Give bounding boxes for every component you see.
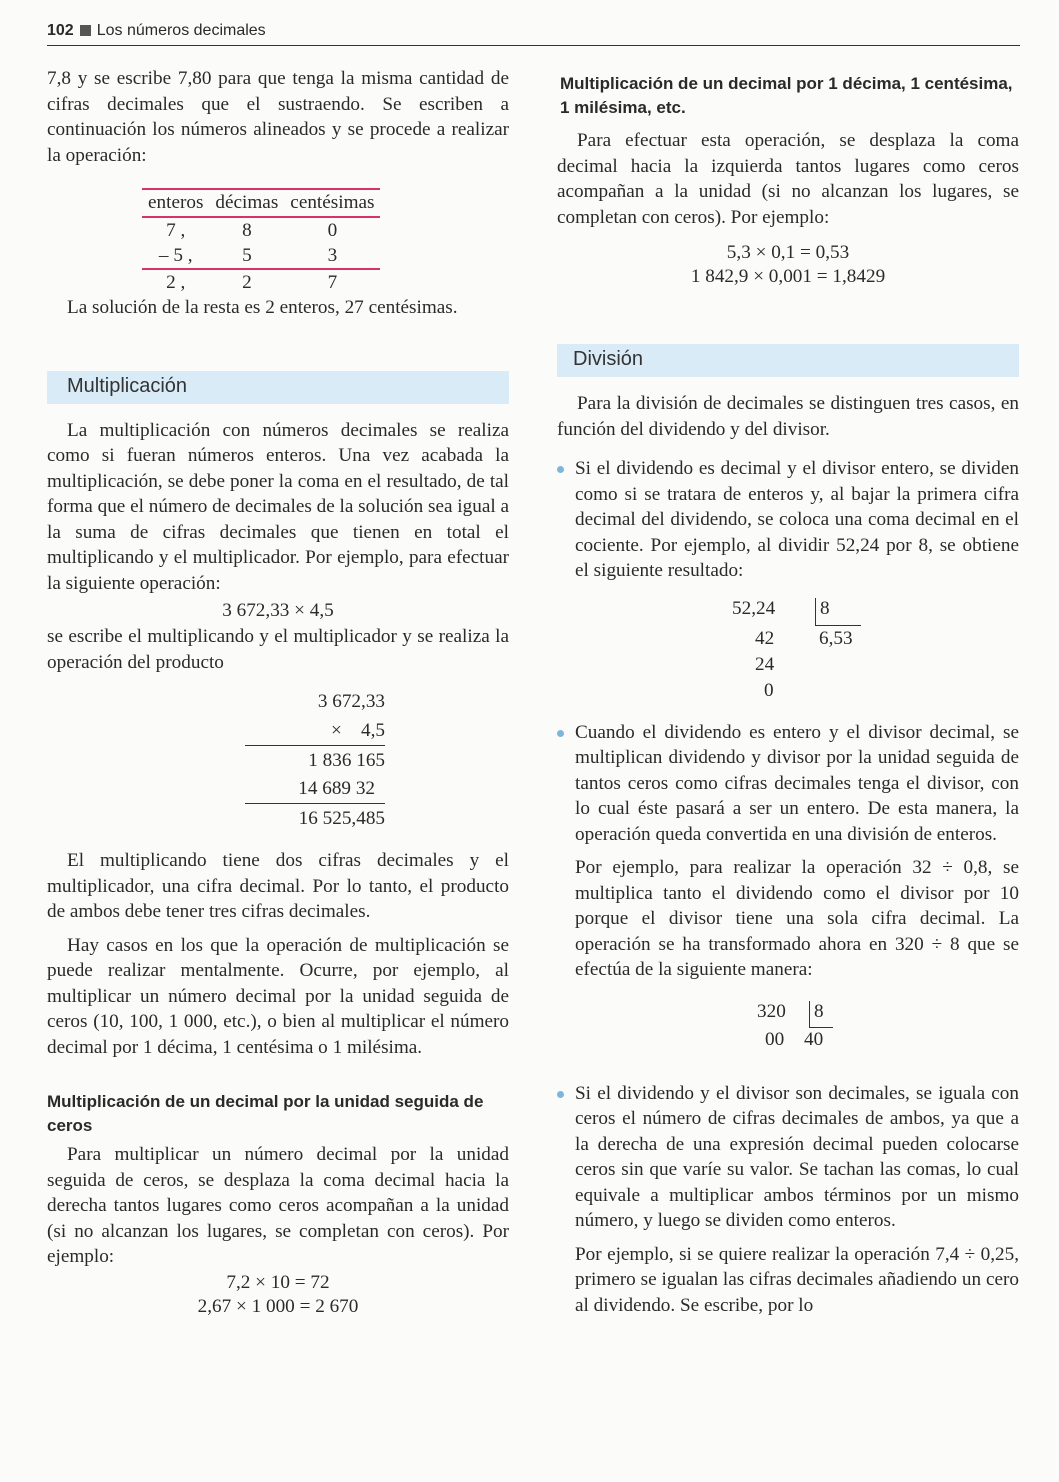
division-example-1 (557, 592, 1019, 712)
cell: 0 (327, 219, 338, 241)
division-rule (809, 1027, 833, 1028)
remainder-2: 24 (755, 653, 775, 675)
quotient: 6,53 (819, 627, 853, 649)
mult-paragraph-1: La multiplicación con números decimales se realiza como si fueran números enteros. Una vez acabada la multiplicación, se debe poner la coma en el resultado, de tal forma que el número de decimales de la solución sea igual a la suma de cifras decimales que tienen en total el multiplicando y el multiplicador. Por ejemplo, para efectuar la siguiente operación: (47, 419, 509, 594)
bullet-case-1: Si el dividendo es decimal y el divisor entero, se dividen como si se tratara de enteros y, al bajar la primera cifra decimal del dividendo, se coloca una coma decimal en el cociente. Por ejemplo, al dividir 52,24 por 8, se obtiene el siguiente resultado: (557, 456, 1019, 584)
case-2-example: Por ejemplo, para realizar la operación 32 ÷ 0,8, se multiplica tanto el dividendo como el divisor por 10 porque el divisor tiene una sola cifra decimal. La operación se ha transformado ahora en 320 ÷ 8 que se efectúa de la siguiente manera: (575, 857, 1019, 980)
section-title-multiplicacion: Multiplicación (47, 371, 509, 404)
unidad-ceros-paragraph: Para multiplicar un número decimal por la unidad seguida de ceros, se desplaza la coma decimal hacia la derecha tantos lugares como ceros acompañan a la unidad (si no alcanzan los lugares, se completan con ceros). Por ejemplo: (47, 1144, 509, 1267)
right-column (557, 72, 1019, 1318)
dividend: 52,24 (732, 597, 776, 619)
mult-paragraph-4: Hay casos en los que la operación de multiplicación se puede realizar mentalmente. Ocurre, por ejemplo, al multiplicar un número decimal por la unidad seguida de ceros (10, 100, 1 000, etc.), o bien al multiplicar el número decimal por 1 décima, 1 centésima o 1 milésima. (47, 934, 509, 1058)
square-bullet-icon (80, 25, 91, 36)
cell: 7 , (166, 219, 186, 241)
division-rule (815, 625, 861, 626)
subheading-unidad-ceros: Multiplicación de un decimal por la unidad seguida de ceros (47, 1092, 484, 1135)
chapter-title: Los números decimales (96, 21, 266, 39)
remainder-1: 42 (755, 627, 775, 649)
page-header (47, 16, 1020, 46)
header-centesimas: centésimas (290, 192, 375, 213)
subheading-decima: Multiplicación de un decimal por 1 décima, 1 centésima, 1 milésima, etc. (560, 74, 1013, 117)
multiplicand: 3 672,33 (317, 691, 385, 712)
multiplication-operation (245, 687, 385, 832)
decima-example-1: 5,3 × 0,1 = 0,53 (726, 242, 850, 263)
cell: 5 (242, 244, 252, 266)
example-2: 2,67 × 1 000 = 2 670 (197, 1295, 359, 1317)
header-decimas: décimas (215, 192, 279, 213)
mult-example: 3 672,33 × 4,5 (222, 600, 334, 621)
divisor: 8 (815, 598, 830, 626)
example-1: 7,2 × 10 = 72 (226, 1271, 330, 1293)
cell: 7 (327, 271, 338, 293)
partial-product-1: 1 836 165 (245, 745, 385, 774)
cell: 8 (242, 219, 252, 241)
remainder-3: 0 (764, 679, 774, 701)
product-result: 16 525,485 (245, 803, 385, 832)
division-intro: Para la división de decimales se distinguen tres casos, en función del dividendo y del divisor. (557, 393, 1019, 440)
remainder: 00 (765, 1028, 785, 1050)
subtraction-conclusion: La solución de la resta es 2 enteros, 27 centésimas. (67, 297, 458, 318)
cell: 3 (327, 244, 338, 266)
cell: 2 (242, 271, 252, 293)
multiplier: × 4,5 (331, 720, 385, 741)
case-3-example: Por ejemplo, si se quiere realizar la operación 7,4 ÷ 0,25, primero se igualan las cifras decimales añadiendo un cero al dividendo. Se escribe, por lo (575, 1243, 1019, 1316)
division-example-2 (557, 997, 1019, 1081)
mult-paragraph-3: El multiplicando tiene dos cifras decimales y el multiplicador, una cifra decimal. Por lo tanto, el producto de ambos debe tener tres cifras decimales. (47, 850, 509, 922)
page-number: 102 (47, 21, 74, 39)
partial-product-2: 14 689 32 (298, 778, 375, 799)
quotient: 40 (804, 1028, 824, 1050)
section-title-division: División (557, 344, 1019, 377)
decima-example-2: 1 842,9 × 0,001 = 1,8429 (690, 266, 886, 287)
dividend: 320 (757, 1000, 786, 1022)
mult-paragraph-2: se escribe el multiplicando y el multiplicador y se realiza la operación del producto (47, 626, 509, 673)
left-column (47, 66, 509, 1318)
bullet-case-2: Cuando el dividendo es entero y el divisor decimal, se multiplican dividendo y divisor por la unidad seguida de tantos ceros como cifras decimales tenga el divisor, con lo cual éste pasará a ser un entero. De esta manera, la operación queda convertida en una división de enteros. (557, 720, 1019, 848)
cell: 2 , (166, 271, 186, 293)
subtraction-table (142, 188, 380, 295)
intro-paragraph: 7,8 y se escribe 7,80 para que tenga la misma cantidad de cifras decimales que el sustraendo. Se escriben a continuación los números alineados y se procede a realizar la operación: (47, 68, 509, 166)
header-enteros: enteros (148, 192, 204, 213)
cell: – 5 , (158, 244, 193, 266)
decima-paragraph: Para efectuar esta operación, se desplaza la coma decimal hacia la izquierda tantos lugares como ceros acompañan a la unidad (si no alcanzan los lugares, se completan con ceros). Por ejemplo: (557, 130, 1019, 228)
bullet-case-3: Si el dividendo y el divisor son decimales, se iguala con ceros el número de cifras decimales de ambos, ya que a la derecha de una expresión decimal pueden colocarse ceros sin que varíe su valor. Se tachan las comas, lo cual equivale a multiplicar ambos términos por un mismo número, y luego se dividen como enteros. (557, 1081, 1019, 1234)
divisor: 8 (809, 1001, 824, 1027)
